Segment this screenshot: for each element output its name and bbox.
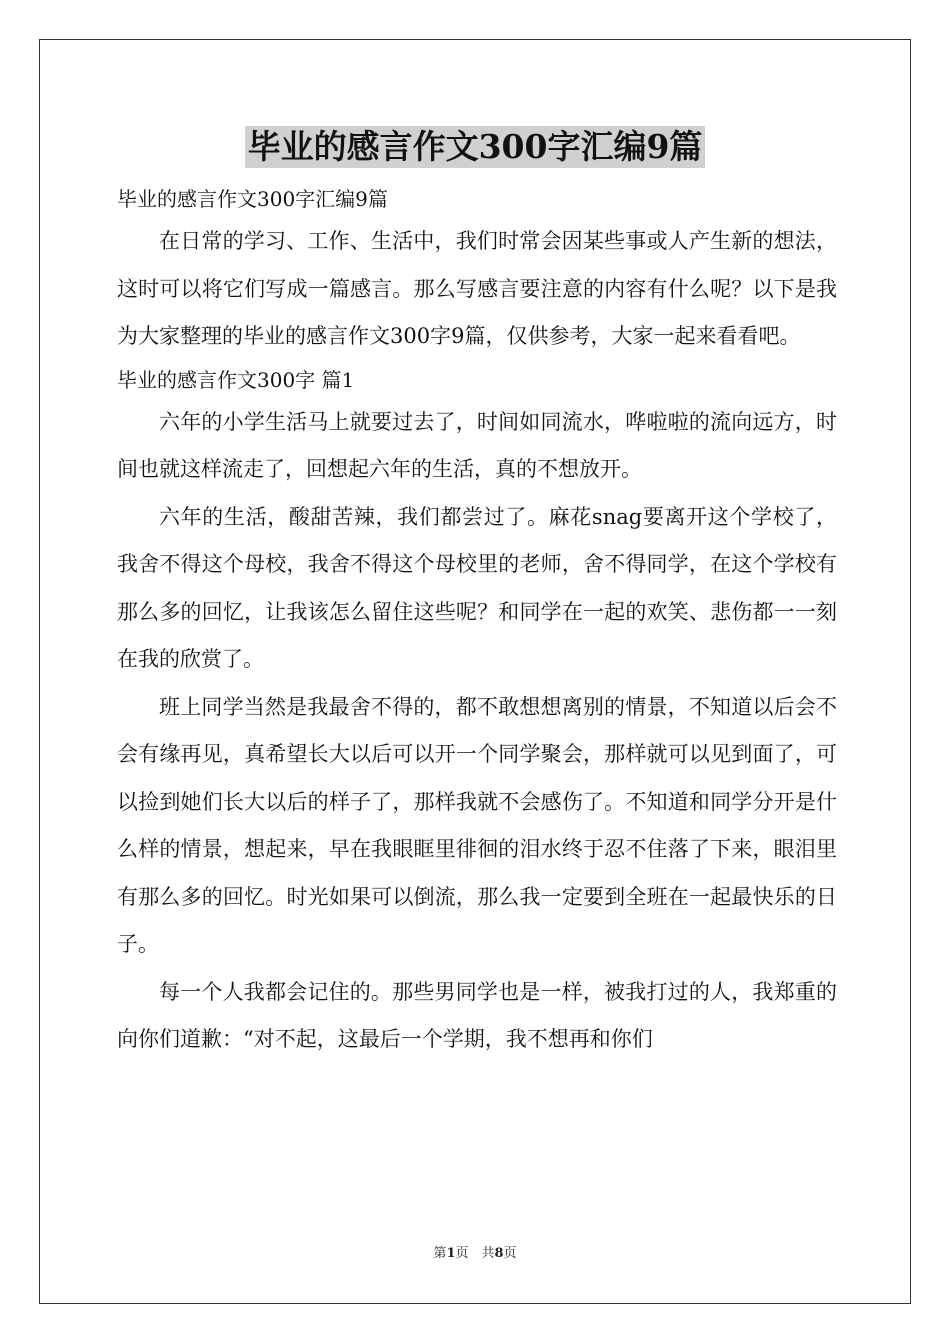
body-paragraph-4: 每一个人我都会记住的。那些男同学也是一样，被我打过的人，我郑重的向你们道歉：“对不起，这最后一个学期，我不想再和你们 [117, 979, 837, 1051]
intro-paragraph: 在日常的学习、工作、生活中，我们时常会因某些事或人产生新的想法，这时可以将它们写成一篇感言。那么写感言要注意的内容有什么呢？以下是我为大家整理的毕业的感言作文300字9篇，仅供参考，大家一起来看看吧。 [117, 229, 837, 348]
body-paragraph-2: 六年的生活，酸甜苦辣，我们都尝过了。麻花snag要离开这个学校了，我舍不得这个母校，我舍不得这个母校里的老师，舍不得同学，在这个学校有那么多的回忆，让我该怎么留住这些呢？和同学在一起的欢笑、悲伤都一一刻在我的欣赏了。 [117, 504, 837, 671]
page-footer [0, 1245, 950, 1263]
page-suffix: 页 [503, 1246, 517, 1261]
document-subtitle: 毕业的感言作文300字汇编9篇 [117, 187, 388, 211]
body-paragraph-1: 六年的小学生活马上就要过去了，时间如同流水，哗啦啦的流向远方，时间也就这样流走了，回想起六年的生活，真的不想放开。 [117, 409, 837, 481]
current-page-number: 1 [446, 1246, 456, 1261]
document-body [117, 180, 837, 1064]
document-title: 毕业的感言作文300字汇编9篇 [245, 126, 706, 168]
page-mid-text: 页 共 [455, 1246, 495, 1261]
title-container [0, 126, 950, 168]
body-paragraph-3: 班上同学当然是我最舍不得的，都不敢想想离别的情景，不知道以后会不会有缘再见，真希望长大以后可以开一个同学聚会，那样就可以见到面了，可以捡到她们长大以后的样子了，那样我就不会感伤了。不知道和同学分开是什么样的情景，想起来，早在我眼眶里徘徊的泪水终于忍不住落了下来，眼泪里有那么多的回忆。时光如果可以倒流，那么我一定要到全班在一起最快乐的日子。 [117, 694, 837, 956]
total-page-number: 8 [494, 1246, 504, 1261]
section-heading: 毕业的感言作文300字 篇1 [117, 367, 355, 392]
page-prefix: 第 [433, 1246, 447, 1261]
